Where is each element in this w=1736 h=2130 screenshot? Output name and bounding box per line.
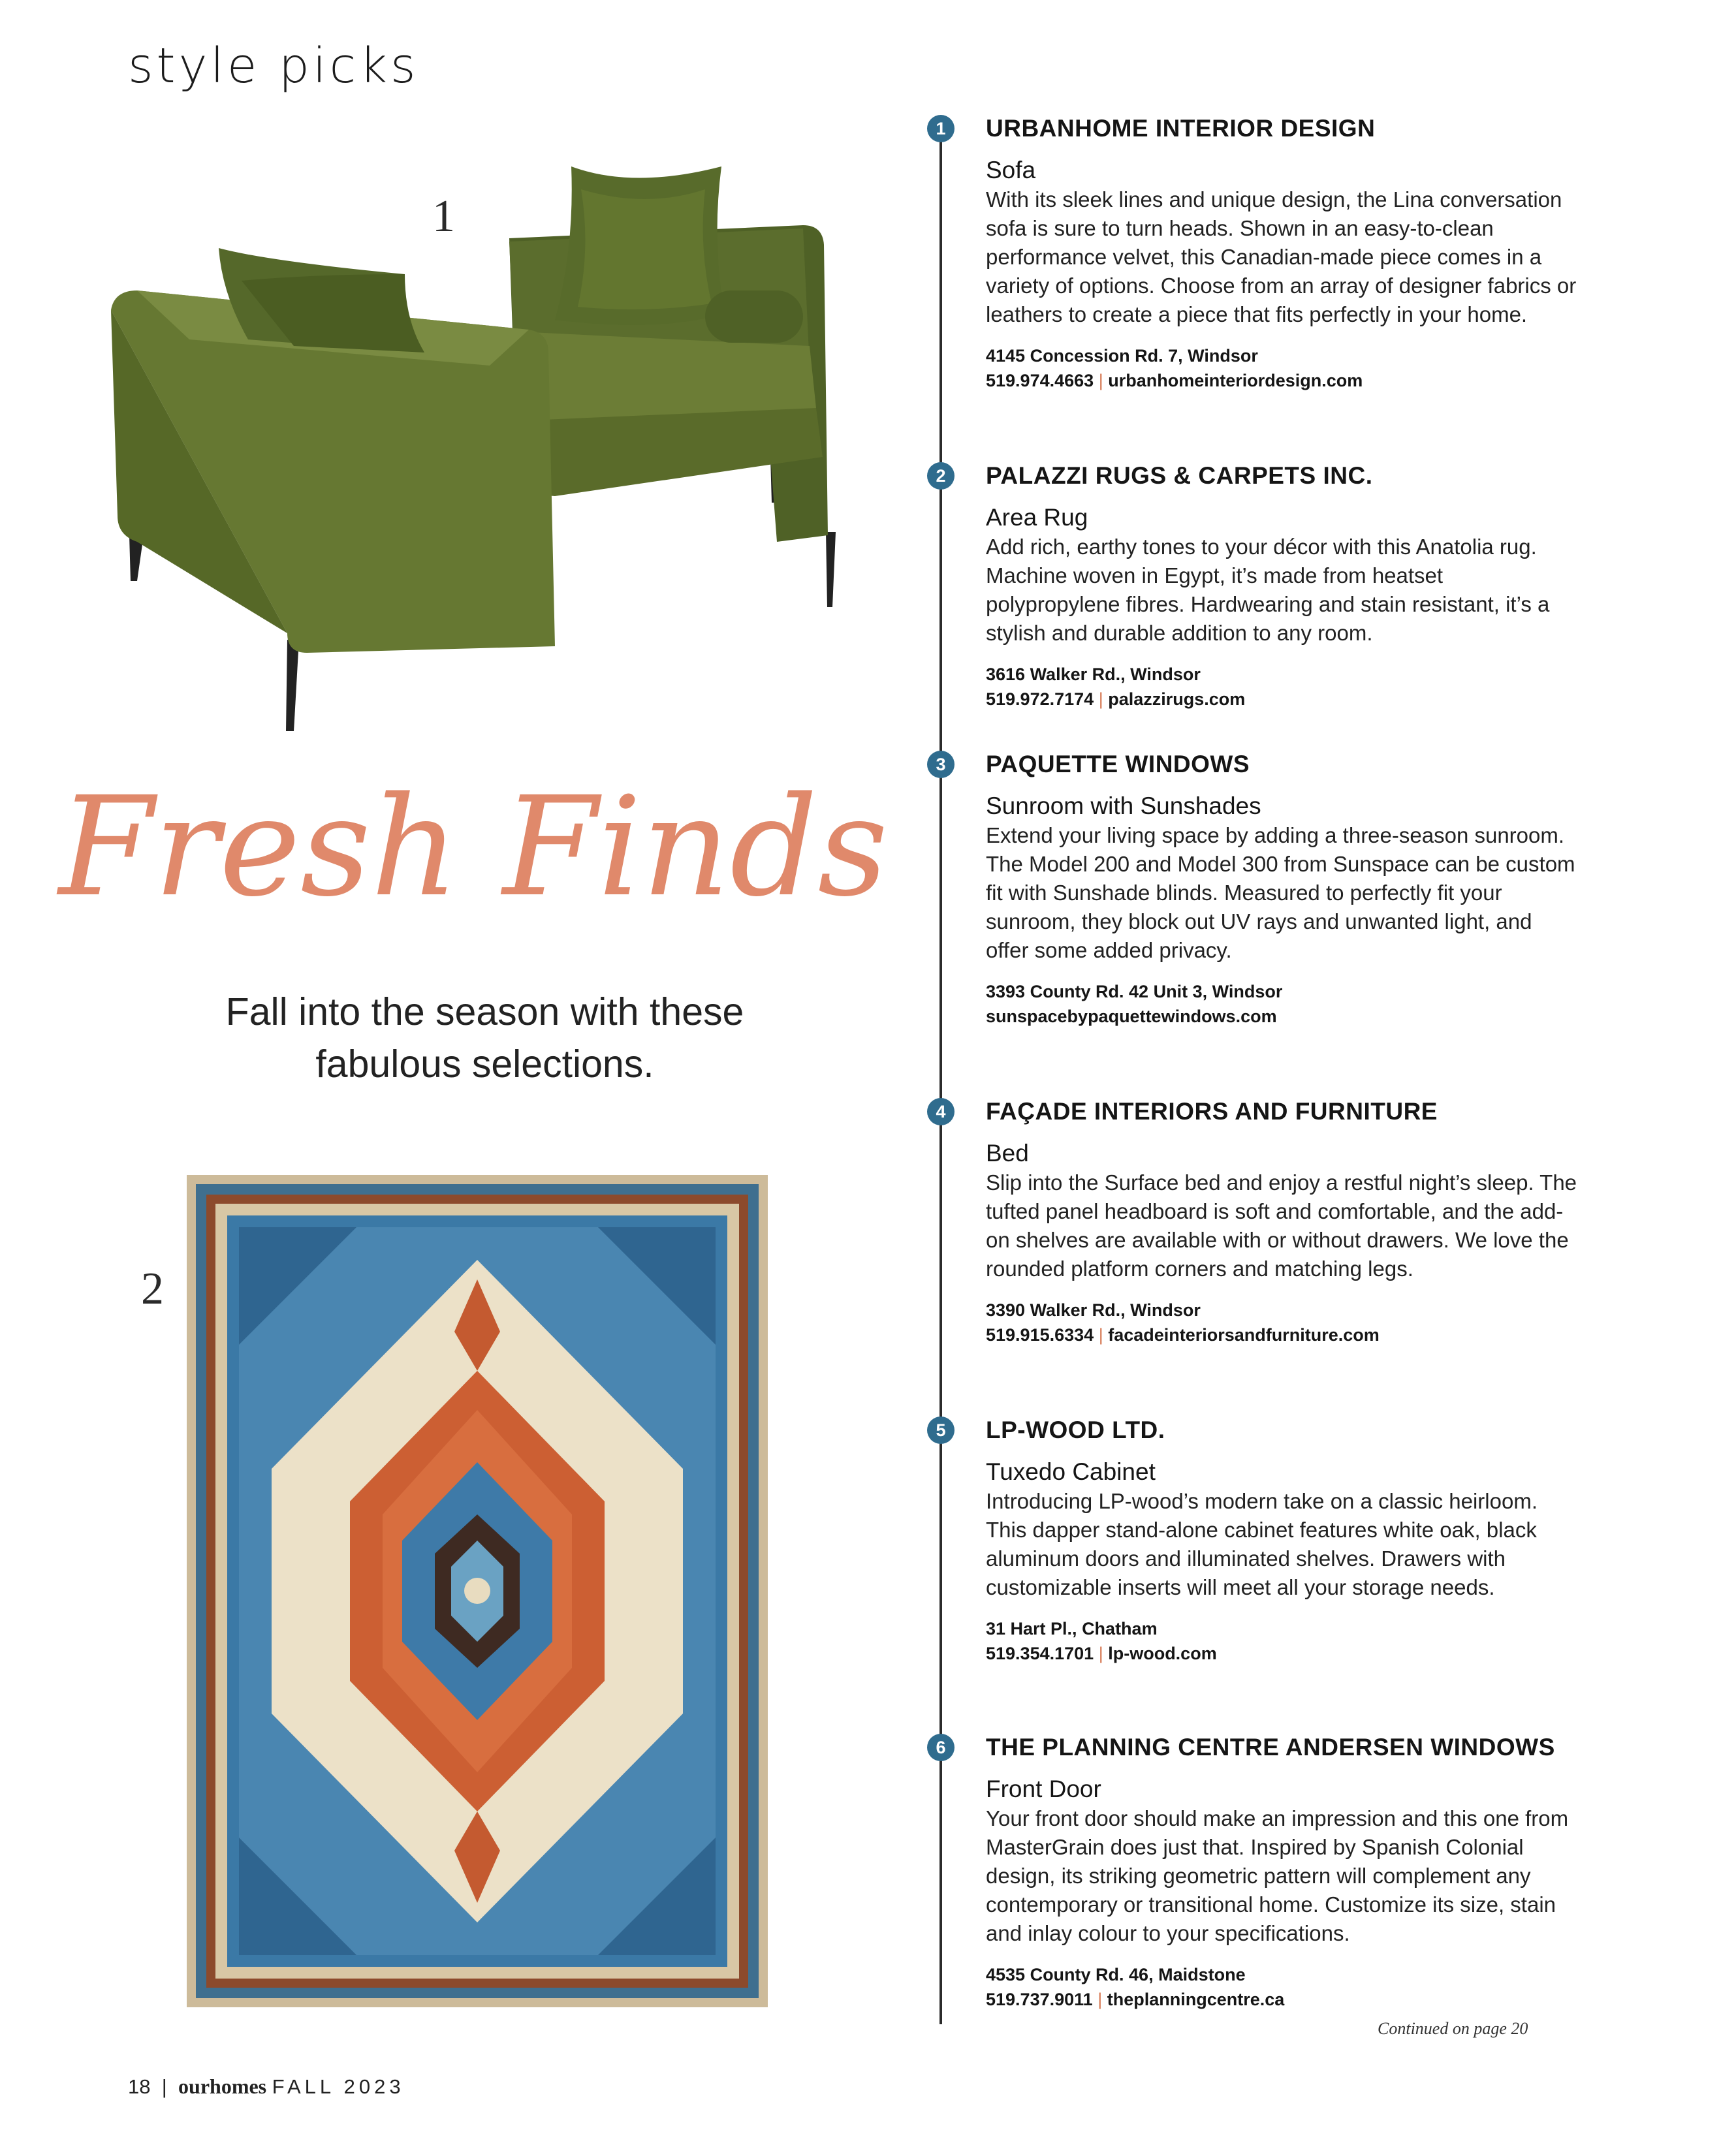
entry-company: THE PLANNING CENTRE ANDERSEN WINDOWS bbox=[986, 1734, 1555, 1761]
entry-description: Your front door should make an impression and this one from MasterGrain does just that. Inspired by Spanish Colonial design, its striking geometric pattern will complement any contemporary or transitional home. Customize its size, stain and inlay colour to your specifications. bbox=[986, 1806, 1569, 1945]
entry-website: sunspacebypaquettewindows.com bbox=[986, 1007, 1277, 1026]
sofa-image bbox=[98, 150, 881, 738]
entry-website: lp-wood.com bbox=[1108, 1644, 1217, 1663]
entry-contact bbox=[986, 1987, 1580, 2012]
entry-paquette bbox=[986, 751, 1580, 1029]
entry-address: 3616 Walker Rd., Windsor bbox=[986, 665, 1201, 684]
entry-number-badge: 3 bbox=[927, 751, 955, 778]
entry-description: Extend your living space by adding a three-season sunroom. The Model 200 and Model 300 from Sunspace can be custom fit with Sunshade blinds. Measured to perfectly fit your sunroom, they block out UV rays and unwanted light, and offer some added privacy. bbox=[986, 823, 1575, 962]
footer-divider: | bbox=[161, 2075, 167, 2098]
entry-urbanhome bbox=[986, 115, 1580, 393]
entry-phone: 519.974.4663 bbox=[986, 371, 1094, 390]
entry-phone: 519.915.6334 bbox=[986, 1325, 1094, 1345]
entry-separator: | bbox=[1098, 689, 1103, 709]
entry-phone: 519.737.9011 bbox=[986, 1990, 1093, 2009]
entry-product: Bed bbox=[986, 1140, 1029, 1167]
entry-address: 3390 Walker Rd., Windsor bbox=[986, 1300, 1201, 1320]
entry-facade bbox=[986, 1098, 1580, 1347]
entry-description: With its sleek lines and unique design, the Lina conversation sofa is sure to turn heads. Shown in an easy-to-clean performance velvet, this Canadian-made piece comes in a variety of options. Choose from an array of designer fabrics or leathers to create a piece that fits perfectly in your home. bbox=[986, 187, 1577, 326]
entry-phone: 519.354.1701 bbox=[986, 1644, 1094, 1663]
entry-address: 31 Hart Pl., Chatham bbox=[986, 1619, 1158, 1638]
entry-number-badge: 6 bbox=[927, 1734, 955, 1761]
entry-number-badge: 4 bbox=[927, 1098, 955, 1125]
entry-product: Tuxedo Cabinet bbox=[986, 1458, 1156, 1485]
entry-company: LP-WOOD LTD. bbox=[986, 1417, 1165, 1443]
entry-company: URBANHOME INTERIOR DESIGN bbox=[986, 115, 1376, 142]
entry-website: theplanningcentre.ca bbox=[1107, 1990, 1285, 2009]
tagline-line-2: fabulous selections. bbox=[315, 1042, 654, 1086]
issue-label: FALL 2023 bbox=[272, 2075, 405, 2098]
tagline-line-1: Fall into the season with these bbox=[225, 990, 744, 1033]
entry-separator: | bbox=[1098, 371, 1103, 390]
entry-lp-wood bbox=[986, 1417, 1580, 1666]
entry-description: Add rich, earthy tones to your décor with this Anatolia rug. Machine woven in Egypt, it’s made from heatset polypropylene fibres. Hardwearing and stain resistant, it’s a stylish and durable addition to any room. bbox=[986, 535, 1550, 645]
entry-contact bbox=[986, 1641, 1580, 1666]
entry-number-badge: 1 bbox=[927, 115, 955, 142]
rug-image bbox=[187, 1175, 768, 2007]
entry-palazzi bbox=[986, 462, 1580, 712]
entry-website: palazzirugs.com bbox=[1108, 689, 1246, 709]
section-title: style picks bbox=[128, 38, 419, 94]
entry-address: 3393 County Rd. 42 Unit 3, Windsor bbox=[986, 982, 1283, 1001]
entry-company: PALAZZI RUGS & CARPETS INC. bbox=[986, 462, 1373, 489]
entry-website: urbanhomeinteriordesign.com bbox=[1108, 371, 1363, 390]
entry-contact bbox=[986, 368, 1580, 393]
entry-product: Front Door bbox=[986, 1776, 1101, 1802]
entry-separator: | bbox=[1098, 1644, 1103, 1663]
continued-note: Continued on page 20 bbox=[1378, 2019, 1528, 2038]
entry-separator: | bbox=[1097, 1990, 1103, 2009]
entry-description: Introducing LP-wood’s modern take on a classic heirloom. This dapper stand-alone cabinet features white oak, black aluminum doors and illuminated shelves. Drawers with customizable inserts will meet all your storage needs. bbox=[986, 1489, 1538, 1599]
entry-planning-centre bbox=[986, 1734, 1580, 2012]
entry-contact bbox=[986, 687, 1580, 712]
tagline bbox=[163, 986, 806, 1090]
entry-number-badge: 2 bbox=[927, 462, 955, 490]
entry-website: facadeinteriorsandfurniture.com bbox=[1108, 1325, 1380, 1345]
entry-company: FAÇADE INTERIORS AND FURNITURE bbox=[986, 1098, 1438, 1125]
headline bbox=[58, 764, 889, 933]
entry-address: 4145 Concession Rd. 7, Windsor bbox=[986, 346, 1258, 366]
entry-number-badge: 5 bbox=[927, 1417, 955, 1444]
entry-company: PAQUETTE WINDOWS bbox=[986, 751, 1250, 777]
entry-address: 4535 County Rd. 46, Maidstone bbox=[986, 1965, 1246, 1984]
page-number: 18 bbox=[128, 2075, 151, 2098]
entry-separator: | bbox=[1098, 1325, 1103, 1345]
entry-description: Slip into the Surface bed and enjoy a restful night’s sleep. The tufted panel headboard is soft and comfortable, and the add-on shelves are available with or without drawers. We love the rounded platform corners and matching legs. bbox=[986, 1170, 1577, 1281]
entry-product: Sofa bbox=[986, 157, 1036, 183]
entry-contact bbox=[986, 1323, 1580, 1347]
pick-number-sofa: 1 bbox=[432, 191, 455, 242]
entry-product: Sunroom with Sunshades bbox=[986, 792, 1261, 819]
entry-phone: 519.972.7174 bbox=[986, 689, 1094, 709]
page-footer bbox=[128, 2075, 405, 2099]
headline-text: Fresh Finds bbox=[58, 767, 889, 927]
magazine-brand: ourhomes bbox=[178, 2075, 267, 2098]
entry-product: Area Rug bbox=[986, 504, 1088, 531]
pick-number-rug: 2 bbox=[141, 1264, 164, 1314]
